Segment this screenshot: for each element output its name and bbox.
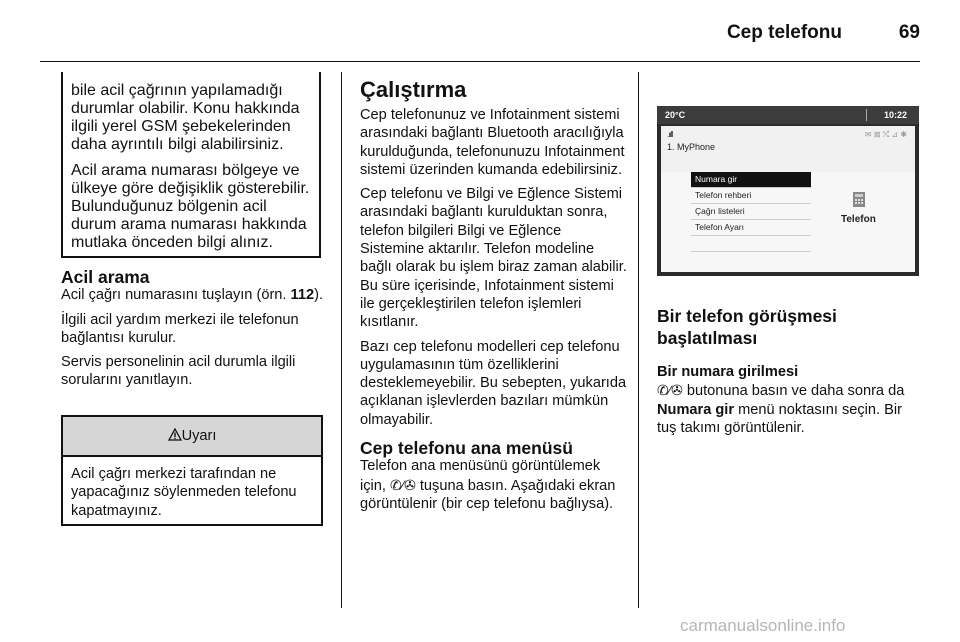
middle-column-text bbox=[360, 78, 628, 513]
section-title-telefon-gorusmesi: Bir telefon görüşmesi başlatılması bbox=[657, 306, 837, 348]
subsection-title: Bir numara girilmesi bbox=[657, 364, 799, 380]
menu-item-empty bbox=[691, 236, 811, 252]
temperature: 20°C bbox=[665, 110, 686, 120]
right-column-text bbox=[657, 305, 922, 437]
paragraph: Cep telefonunuz ve Infotainment sistemi arasındaki bağlantı Bluetooth aracılığıyla kurulduğunda, telefonunuzu Infotainment sistemi üzerinden kumanda edebilirsiniz. bbox=[360, 107, 625, 178]
note-paragraph: bile acil çağrının yapılamadığı durumlar olabilir. Konu hakkında ilgili yerel GSM şebekelerinden daha ayrıntılı bilgi alabilirsiniz. bbox=[71, 82, 300, 153]
warning-triangle-icon bbox=[168, 428, 182, 441]
section-title-acil-arama: Acil arama bbox=[61, 267, 150, 287]
phone-main-menu bbox=[661, 172, 915, 272]
phone-key-icon: ✆⁄✇ bbox=[390, 476, 416, 493]
infotainment-screen bbox=[657, 106, 919, 276]
column-divider-2 bbox=[638, 72, 639, 608]
clock: 10:22 bbox=[883, 110, 907, 120]
status-separator bbox=[866, 109, 867, 121]
warning-text: Acil çağrı merkezi tarafından ne yapacağınız söylenmeden telefonu kapatmayınız. bbox=[71, 466, 297, 519]
paragraph: ✆⁄✇ butonuna basın ve daha sonra da Numara gir menü noktasını seçin. Bir tuş takımı görüntülenir. bbox=[657, 382, 905, 436]
page-header bbox=[0, 18, 960, 48]
note-paragraph: Acil arama numarası bölgeye ve ülkeye göre değişiklik gösterebilir. Bulunduğunuz bölgenin acil durum arama numarası hakkında mutlaka önceden bilgi alınız. bbox=[71, 162, 310, 251]
paragraph: Bazı cep telefonu modelleri cep telefonu uygulamasının tüm özelliklerini desteklemeyebilir. Bu sebepten, yukarıda açıklanan işlevlerden bazıları mümkün olmayabilir. bbox=[360, 338, 627, 428]
paragraph: İlgili acil yardım merkezi ile telefonun bağlantısı kurulur. bbox=[61, 311, 299, 346]
phone-key-icon: ✆⁄✇ bbox=[657, 382, 683, 399]
menu-item-cagri-listeleri[interactable]: Çağrı listeleri bbox=[691, 204, 811, 220]
header-rule bbox=[40, 61, 920, 62]
page-number: 69 bbox=[898, 22, 920, 43]
watermark: carmanualsonline.info bbox=[680, 616, 846, 635]
status-icons: ✉ ⊠ ⤭ ⊿ ✱ bbox=[864, 130, 907, 139]
screen-status-bar bbox=[657, 106, 919, 124]
phone-info-bar bbox=[661, 126, 915, 172]
section-title-calistirma: Çalıştırma bbox=[360, 77, 467, 102]
note-box bbox=[61, 72, 321, 258]
section-title-ana-menu: Cep telefonu ana menüsü bbox=[360, 438, 573, 459]
paragraph: Acil çağrı numarasını tuşlayın (örn. 112). bbox=[61, 287, 324, 304]
emergency-number: 112 bbox=[290, 287, 315, 304]
menu-option-name: Numara gir bbox=[657, 401, 735, 418]
phone-name: 1. MyPhone bbox=[667, 142, 716, 152]
signal-icon: .ııll bbox=[667, 130, 673, 139]
left-column-text bbox=[61, 268, 326, 390]
paragraph: Servis personelinin acil durumla ilgili sorularını yanıtlayın. bbox=[61, 354, 296, 389]
telefon-label: Telefon bbox=[841, 214, 876, 225]
telephone-icon bbox=[851, 190, 867, 208]
paragraph: Cep telefonu ve Bilgi ve Eğlence Sistemi arasındaki bağlantı kurulduktan sonra, telefon bilgileri Bilgi ve Eğlence Sistemine aktarılır. Telefon modeline bağlı olarak bu işlem biraz zaman alabilir. Bu süre içerisinde, Infotainment sistemi ile gerçekleştirilen telefon işlemleri kısıtlanır. bbox=[360, 186, 627, 331]
paragraph: Telefon ana menüsünü görüntülemek için, ✆⁄✇ tuşuna basın. Aşağıdaki ekran görüntülenir (bir cep telefonu bağlıysa). bbox=[360, 458, 616, 512]
menu-item-telefon-ayari[interactable]: Telefon Ayarı bbox=[691, 220, 811, 236]
header-title: Cep telefonu bbox=[726, 22, 842, 43]
warning-title: Uyarı bbox=[181, 428, 217, 444]
menu-item-numara-gir[interactable]: Numara gir bbox=[691, 172, 811, 188]
menu-list bbox=[691, 172, 811, 252]
warning-header bbox=[63, 417, 321, 457]
warning-box bbox=[61, 415, 323, 526]
column-divider-1 bbox=[341, 72, 342, 608]
menu-item-telefon-rehberi[interactable]: Telefon rehberi bbox=[691, 188, 811, 204]
